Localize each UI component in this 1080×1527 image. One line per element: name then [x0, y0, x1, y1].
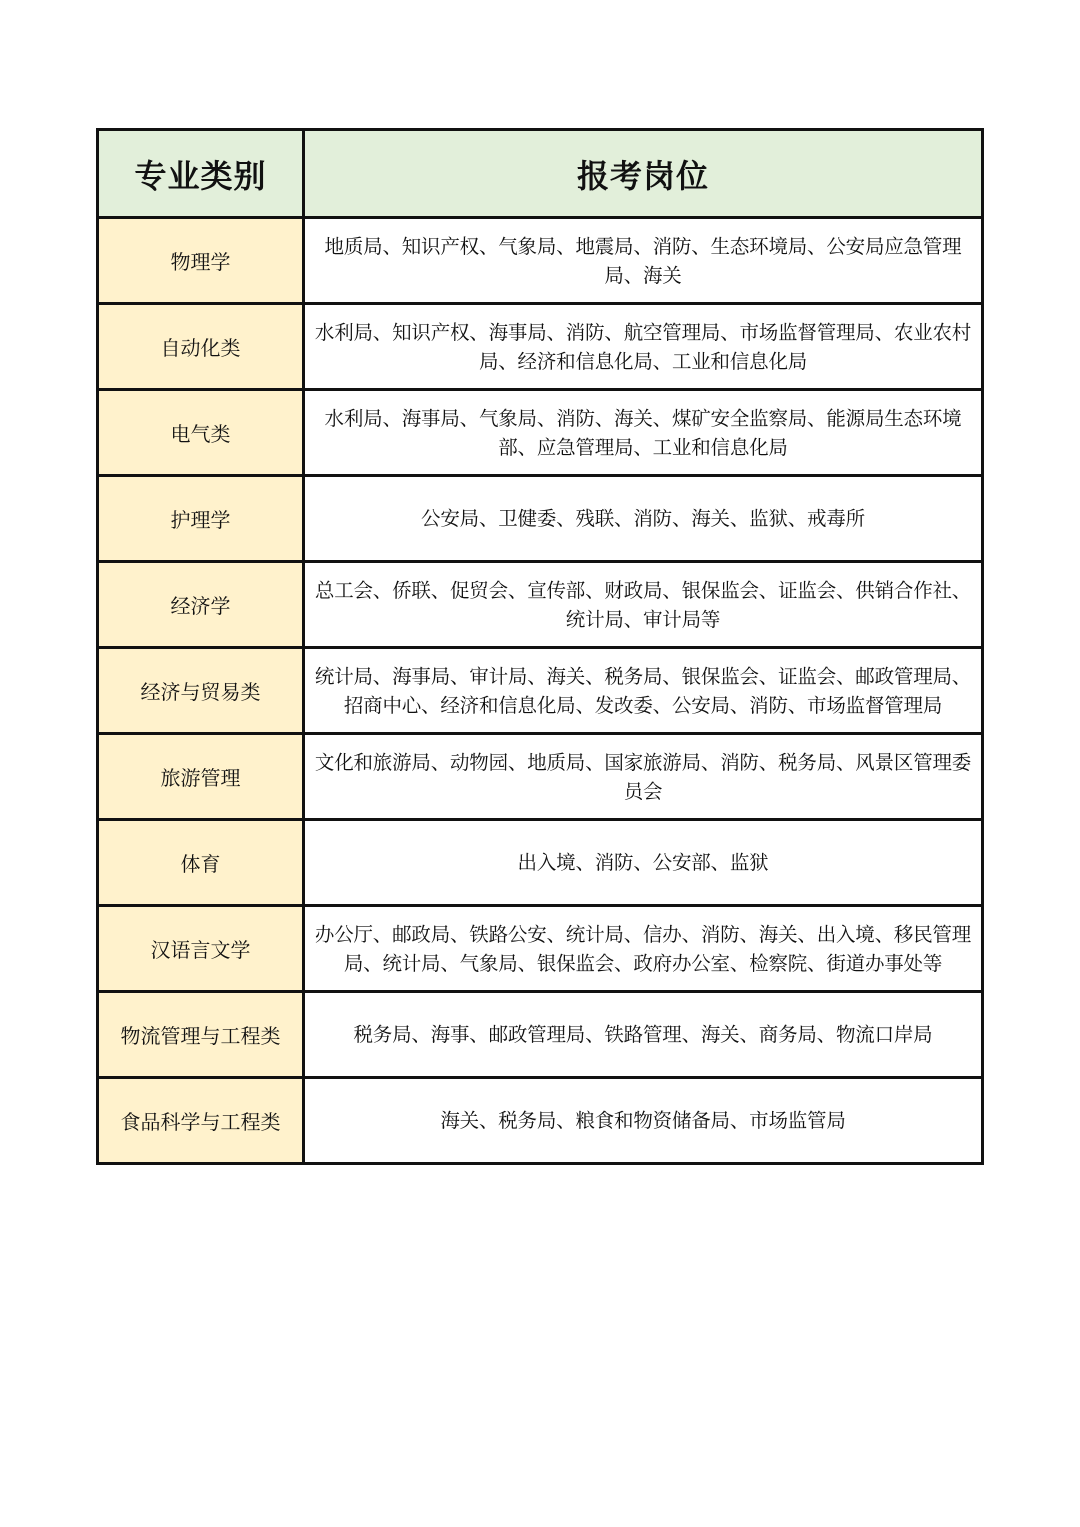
positions-cell: 地质局、知识产权、气象局、地震局、消防、生态环境局、公安局应急管理局、海关 [304, 218, 983, 304]
positions-cell: 文化和旅游局、动物园、地质局、国家旅游局、消防、税务局、风景区管理委员会 [304, 734, 983, 820]
table-row [98, 476, 983, 562]
major-category-cell: 物理学 [98, 218, 304, 304]
major-position-table [96, 128, 984, 1165]
table-row [98, 820, 983, 906]
major-category-cell: 物流管理与工程类 [98, 992, 304, 1078]
positions-cell: 统计局、海事局、审计局、海关、税务局、银保监会、证监会、邮政管理局、招商中心、经济和信息化局、发改委、公安局、消防、市场监督管理局 [304, 648, 983, 734]
positions-cell: 办公厅、邮政局、铁路公安、统计局、信办、消防、海关、出入境、移民管理局、统计局、气象局、银保监会、政府办公室、检察院、街道办事处等 [304, 906, 983, 992]
positions-cell: 水利局、知识产权、海事局、消防、航空管理局、市场监督管理局、农业农村局、经济和信息化局、工业和信息化局 [304, 304, 983, 390]
table-row [98, 992, 983, 1078]
positions-cell: 公安局、卫健委、残联、消防、海关、监狱、戒毒所 [304, 476, 983, 562]
major-category-cell: 自动化类 [98, 304, 304, 390]
positions-cell: 海关、税务局、粮食和物资储备局、市场监管局 [304, 1078, 983, 1164]
table-row [98, 1078, 983, 1164]
major-category-cell: 食品科学与工程类 [98, 1078, 304, 1164]
major-category-cell: 护理学 [98, 476, 304, 562]
table-body [98, 218, 983, 1164]
major-category-cell: 汉语言文学 [98, 906, 304, 992]
major-category-cell: 经济学 [98, 562, 304, 648]
table-row [98, 906, 983, 992]
table-row [98, 734, 983, 820]
major-position-table-container [96, 128, 981, 1165]
header-major-category: 专业类别 [98, 130, 304, 218]
major-category-cell: 旅游管理 [98, 734, 304, 820]
major-category-cell: 经济与贸易类 [98, 648, 304, 734]
table-row [98, 648, 983, 734]
table-row [98, 218, 983, 304]
major-category-cell: 体育 [98, 820, 304, 906]
header-positions: 报考岗位 [304, 130, 983, 218]
table-row [98, 304, 983, 390]
table-header [98, 130, 983, 218]
positions-cell: 税务局、海事、邮政管理局、铁路管理、海关、商务局、物流口岸局 [304, 992, 983, 1078]
positions-cell: 出入境、消防、公安部、监狱 [304, 820, 983, 906]
header-row [98, 130, 983, 218]
table-row [98, 562, 983, 648]
major-category-cell: 电气类 [98, 390, 304, 476]
positions-cell: 水利局、海事局、气象局、消防、海关、煤矿安全监察局、能源局生态环境部、应急管理局、工业和信息化局 [304, 390, 983, 476]
table-row [98, 390, 983, 476]
positions-cell: 总工会、侨联、促贸会、宣传部、财政局、银保监会、证监会、供销合作社、统计局、审计局等 [304, 562, 983, 648]
